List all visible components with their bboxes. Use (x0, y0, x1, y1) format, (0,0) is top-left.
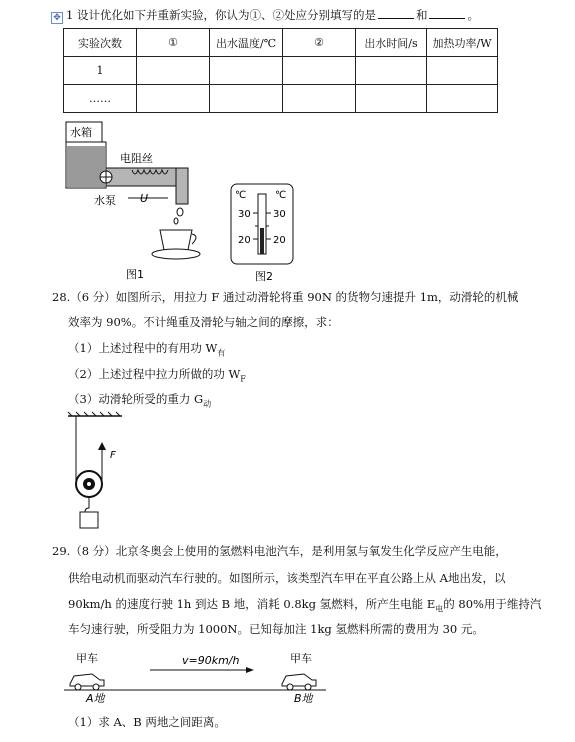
arrow-head-icon (98, 442, 106, 450)
table-cell (137, 85, 210, 113)
figure-2-caption: 图2 (255, 270, 273, 283)
q29-line-1: 29.（8 分）北京冬奥会上使用的氢燃料电池汽车，是利用氢与氧发生化学反应产生电能， (52, 544, 507, 558)
header-cell: ② (283, 29, 356, 57)
pump-fan-icon (100, 171, 112, 183)
q28-sub-3-subscript: 动 (203, 399, 212, 409)
pump-label: 水泵 (94, 194, 116, 207)
car-label-right: 甲车 (290, 652, 312, 665)
q29-line-3b: 的 80%用于维持汽 (443, 597, 542, 611)
q28-sub-2-text: （2）上述过程中拉力所做的功 W (68, 367, 241, 381)
q28-sub-3 (68, 391, 211, 409)
tick-20-right: 20 (273, 235, 286, 246)
table-cell (283, 57, 356, 85)
q29-line-3-subscript: 电 (435, 604, 444, 614)
place-b-label: B地 (294, 692, 313, 704)
figure-1-caption: 图1 (126, 268, 144, 281)
tank-label: 水箱 (70, 126, 92, 139)
q27-and: 和 (415, 8, 428, 22)
table-cell (427, 57, 498, 85)
car-icon-left (70, 674, 104, 690)
table-cell (137, 57, 210, 85)
speed-label: v=90km/h (182, 654, 240, 667)
q29-line-3 (68, 596, 541, 614)
pipe-horizontal (106, 168, 176, 186)
q28-sub-1-subscript: 有 (217, 348, 226, 358)
q27-intro-line (66, 7, 479, 23)
q27-end: 。 (467, 8, 479, 22)
place-a-label: A地 (86, 692, 105, 704)
table-cell (427, 85, 498, 113)
water-drops (174, 208, 183, 224)
hook-icon (85, 497, 89, 512)
pulley-figure (62, 410, 132, 536)
q29-line-3a: 90km/h 的速度行驶 1h 到达 B 地，消耗 0.8kg 氢燃料，所产生电能 E (68, 597, 436, 611)
car-label-left: 甲车 (76, 652, 98, 665)
pulley-hub (87, 482, 91, 486)
table-cell (356, 85, 427, 113)
table-cell (356, 57, 427, 85)
q28-sub-1 (68, 340, 225, 358)
tick-20-left: 20 (238, 235, 251, 246)
q28-sub-2-subscript: F (240, 374, 246, 384)
table-cell (283, 85, 356, 113)
experiment-table (63, 28, 498, 113)
table-move-handle[interactable]: ✥ (51, 12, 63, 24)
wire-label: 电阻丝 (120, 152, 153, 165)
q29-line-4: 车匀速行驶，所受阻力为 1000N。已知每加注 1kg 氢燃料所需的费用为 30 元。 (68, 622, 484, 636)
table-cell (210, 57, 283, 85)
table-header-row (64, 29, 498, 57)
q27-intro-text: 1 设计优化如下并重新实验，你认为①、②处应分别填写的是 (66, 8, 376, 22)
table-row (64, 85, 498, 113)
q28-sub-1-text: （1）上述过程中的有用功 W (68, 341, 218, 355)
tick-30-left: 30 (238, 209, 251, 220)
car-icon-right (282, 674, 316, 690)
voltage-label: U (140, 192, 149, 205)
q29-line-2: 供给电动机而驱动汽车行驶的。如图所示，该类型汽车甲在平直公路上从 A地出发，以 (68, 571, 506, 585)
unit-right: ℃ (275, 190, 287, 201)
q29-sub-1: （1）求 A、B 两地之间距离。 (68, 715, 226, 729)
table-row (64, 57, 498, 85)
tick-30-right: 30 (273, 209, 286, 220)
header-cell: 实验次数 (64, 29, 137, 57)
header-cell: 出水时间/s (356, 29, 427, 57)
header-cell: 出水温度/℃ (210, 29, 283, 57)
figure-1-heater-apparatus (60, 118, 220, 283)
q28-sub-2 (68, 366, 246, 383)
header-cell: 加热功率/W (427, 29, 498, 57)
blank-1 (378, 8, 414, 19)
tank-water (67, 146, 105, 187)
arrow-head-icon (246, 667, 254, 673)
q28-line-2: 效率为 90%。不计绳重及滑轮与轴之间的摩擦，求： (68, 315, 339, 329)
header-cell: ① (137, 29, 210, 57)
table-cell: 1 (64, 57, 137, 85)
figure-2-thermometer (225, 180, 305, 285)
blank-2 (429, 8, 465, 19)
table-cell: …… (64, 85, 137, 113)
force-label: F (110, 450, 116, 461)
q28-line-1: 28.（6 分）如图所示，用拉力 F 通过动滑轮将重 90N 的货物匀速提升 1m，动滑轮的机械 (52, 290, 519, 304)
table-cell (210, 85, 283, 113)
q28-sub-3-text: （3）动滑轮所受的重力 G (68, 392, 204, 406)
thermometer-liquid (260, 228, 264, 254)
cargo-block (80, 512, 98, 528)
car-motion-diagram (62, 648, 332, 704)
cup-icon (152, 230, 200, 259)
pipe-outlet (176, 168, 188, 204)
unit-left: ℃ (235, 190, 247, 201)
